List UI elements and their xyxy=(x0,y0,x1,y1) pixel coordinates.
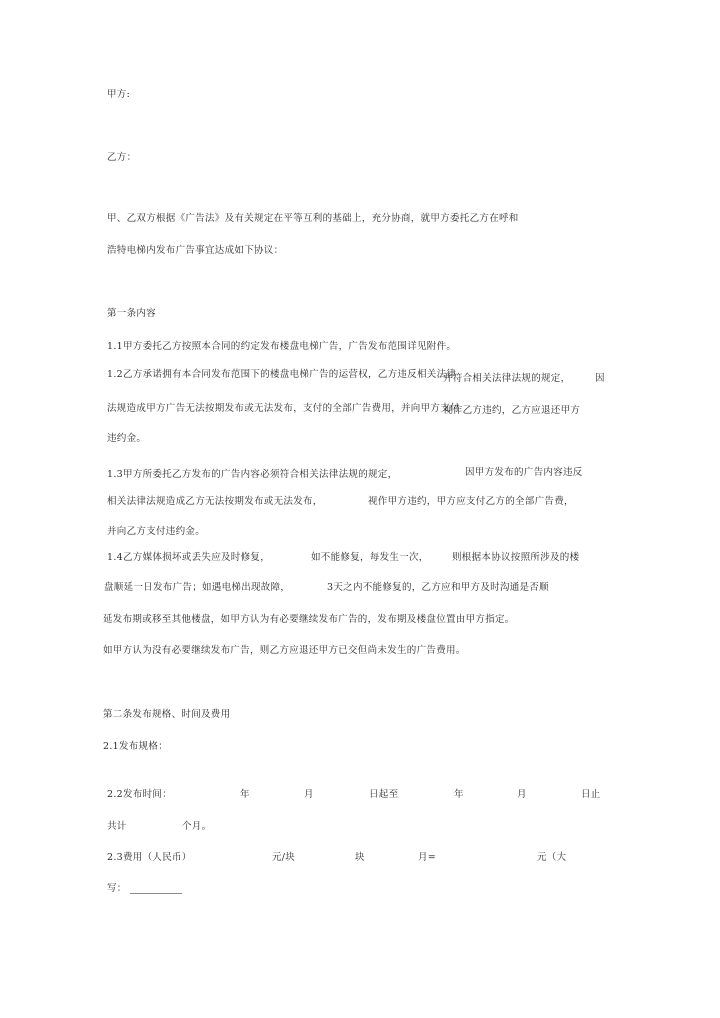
clause-2-3-label: 2.3费用（人民币） xyxy=(107,852,192,863)
clause-1-4-line1-c: 则根据本协议按照所涉及的楼 xyxy=(452,552,580,563)
party-a-label: 甲方: xyxy=(107,89,131,100)
clause-1-4-line1-b: 如不能修复，每发生一次， xyxy=(311,552,429,563)
clause-2-2-month-1: 月 xyxy=(304,789,314,800)
clause-2-2-day-from: 日起至 xyxy=(369,789,399,800)
clause-2-3-month-eq: 月= xyxy=(418,852,437,863)
clause-1-2-line1-a: 1.2乙方承诺拥有本合同发布范围下的楼盘电梯广告的运营权，乙方违反相关法律 xyxy=(107,369,457,380)
clause-2-2-total-label: 共计 xyxy=(107,821,127,832)
clause-2-3-write: 写： xyxy=(107,883,127,894)
clause-1-4-line3: 延发布期或移至其他楼盘，如甲方认为有必要继续发布广告的，发布期及楼盘位置由甲方指定。 xyxy=(103,614,515,625)
amount-blank-line xyxy=(130,893,182,894)
clause-2-3-yuan-upper: 元（大 xyxy=(537,852,567,863)
clause-1-1: 1.1甲方委托乙方按照本合同的约定发布楼盘电梯广告，广告发布范围详见附件。 xyxy=(107,341,457,352)
clause-1-4-line4: 如甲方认为没有必要继续发布广告，则乙方应退还甲方已交但尚未发生的广告费用。 xyxy=(103,645,466,656)
clause-1-4-line1-a: 1.4乙方媒体损坏或丢失应及时修复， xyxy=(107,552,271,563)
clause-2-2-month-2: 月 xyxy=(517,789,527,800)
clause-1-3-line3: 并向乙方支付违约金。 xyxy=(107,526,206,537)
clause-2-3-block: 块 xyxy=(355,852,365,863)
clause-1-3-line2-b: 视作甲方违约，甲方应支付乙方的全部广告费， xyxy=(368,496,574,507)
clause-1-2-line2-b: 视作乙方违约，乙方应退还甲方 xyxy=(443,405,581,416)
clause-1-4-line2-a: 盘顺延一日发布广告；如遇电梯出现故障， xyxy=(104,582,291,593)
clause-2-3-unit-per-block: 元/块 xyxy=(272,852,296,863)
preamble-line-1: 甲、乙双方根据《广告法》及有关规定在平等互利的基础上，充分协商，就甲方委托乙方在呼和 xyxy=(107,213,519,224)
clause-1-3-line2-a: 相关法律法规造成乙方无法按期发布或无法发布， xyxy=(107,496,323,507)
article-1-heading: 第一条内容 xyxy=(107,308,157,319)
clause-2-2-label: 2.2发布时间： xyxy=(107,789,173,800)
clause-1-2-line3: 违约金。 xyxy=(107,433,147,444)
clause-2-1: 2.1发布规格： xyxy=(103,741,169,752)
clause-1-3-line1-a: 1.3甲方所委托乙方发布的广告内容必须符合相关法律法规的规定， xyxy=(107,469,398,480)
article-2-heading: 第二条发布规格、时间及费用 xyxy=(103,709,231,720)
preamble-line-2: 浩特电梯内发布广告事宜达成如下协议： xyxy=(107,245,284,256)
clause-1-4-line2-b: 3天之内不能修复的，乙方应和甲方及时沟通是否顺 xyxy=(327,582,549,593)
clause-1-2-line1-b: 并符合相关法律法规的规定， xyxy=(443,373,571,384)
clause-2-2-day-to: 日止 xyxy=(581,789,601,800)
clause-2-2-months: 个月。 xyxy=(182,821,212,832)
clause-1-2-line1-c: 因 xyxy=(595,373,605,384)
clause-2-2-year-2: 年 xyxy=(454,789,464,800)
clause-1-3-line1-b: 因甲方发布的广告内容违反 xyxy=(465,467,583,478)
clause-2-2-year-1: 年 xyxy=(240,789,250,800)
party-b-label: 乙方： xyxy=(107,152,137,163)
clause-1-2-line2-a: 法规造成甲方广告无法按期发布或无法发布，支付的全部广告费用，并向甲方支付 xyxy=(107,403,460,414)
